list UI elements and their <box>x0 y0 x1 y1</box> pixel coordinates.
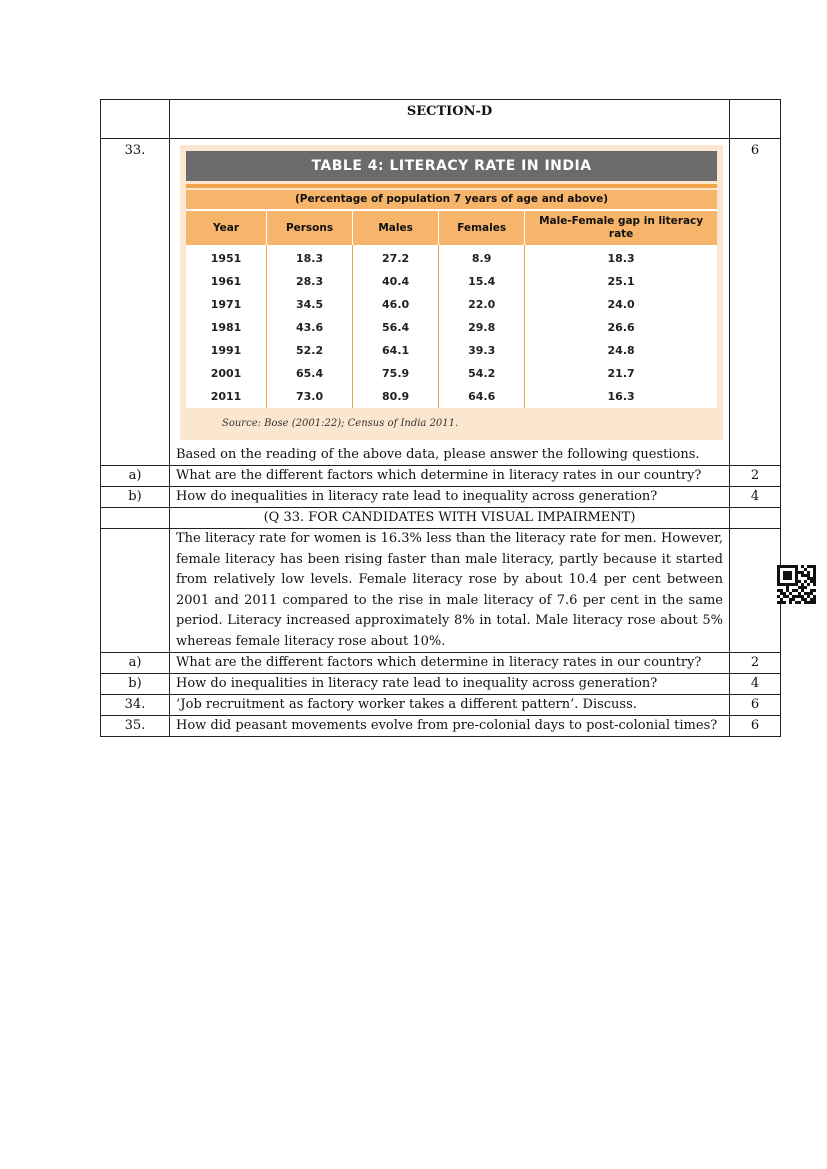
sub-question-text: What are the different factors which determine in literacy rates in our country? <box>170 653 730 674</box>
table-cell: 65.4 <box>267 362 353 385</box>
table-cell: 64.1 <box>353 339 439 362</box>
col-header: Females <box>439 210 525 245</box>
table-cell: 26.6 <box>525 316 717 339</box>
table-cell: 39.3 <box>439 339 525 362</box>
literacy-rate-table <box>186 209 717 408</box>
figure-subtitle: (Percentage of population 7 years of age and above) <box>186 190 717 209</box>
table-row <box>186 293 717 316</box>
question-number: 33. <box>101 139 170 466</box>
sub-question-label: a) <box>101 466 170 487</box>
table-row <box>186 245 717 270</box>
table-cell: 1961 <box>186 270 267 293</box>
visual-impairment-b-row <box>101 674 781 695</box>
table-cell: 21.7 <box>525 362 717 385</box>
sub-question-label: a) <box>101 653 170 674</box>
figure-source: Source: Bose (2001:22); Census of India 2011. <box>222 418 459 429</box>
question-35-row <box>101 716 781 737</box>
literacy-table-body <box>186 245 717 408</box>
table-cell: 80.9 <box>353 385 439 408</box>
table-cell: 24.8 <box>525 339 717 362</box>
question-33a-row <box>101 466 781 487</box>
sub-question-text: How do inequalities in literacy rate lead to inequality across generation? <box>170 674 730 695</box>
table-cell: 34.5 <box>267 293 353 316</box>
question-34-row <box>101 695 781 716</box>
table-cell: 1981 <box>186 316 267 339</box>
question-text: How did peasant movements evolve from pre-colonial days to post-colonial times? <box>170 716 730 737</box>
table-cell: 22.0 <box>439 293 525 316</box>
table-cell: 2001 <box>186 362 267 385</box>
table-cell: 25.1 <box>525 270 717 293</box>
table-row <box>186 362 717 385</box>
col-header: Year <box>186 210 267 245</box>
figure-title: TABLE 4: LITERACY RATE IN INDIA <box>186 151 717 181</box>
table-cell: 46.0 <box>353 293 439 316</box>
table-cell: 27.2 <box>353 245 439 270</box>
sub-question-text: What are the different factors which determine in literacy rates in our country? <box>170 466 730 487</box>
table-cell: 16.3 <box>525 385 717 408</box>
table-cell: 24.0 <box>525 293 717 316</box>
table-cell: 73.0 <box>267 385 353 408</box>
marks: 6 <box>730 716 781 737</box>
table-cell: 64.6 <box>439 385 525 408</box>
table-cell: 18.3 <box>267 245 353 270</box>
table-cell: 29.8 <box>439 316 525 339</box>
question-33b-row <box>101 487 781 508</box>
visual-impairment-heading-row <box>101 508 781 529</box>
visual-impairment-a-row <box>101 653 781 674</box>
question-number: 34. <box>101 695 170 716</box>
question-text: ‘Job recruitment as factory worker takes a different pattern’. Discuss. <box>170 695 730 716</box>
visual-impairment-passage-row <box>101 529 781 653</box>
table-row <box>186 316 717 339</box>
table-cell: 1971 <box>186 293 267 316</box>
table-cell: 52.2 <box>267 339 353 362</box>
table-cell: 54.2 <box>439 362 525 385</box>
marks: 2 <box>730 466 781 487</box>
question-paper-table <box>100 99 781 737</box>
col-header: Persons <box>267 210 353 245</box>
table-row <box>186 339 717 362</box>
table-cell: 1951 <box>186 245 267 270</box>
qr-code-icon <box>777 565 816 604</box>
marks: 2 <box>730 653 781 674</box>
table-cell: 75.9 <box>353 362 439 385</box>
question-33-row <box>101 139 781 466</box>
sub-question-label: b) <box>101 674 170 695</box>
sub-question-text: How do inequalities in literacy rate lead to inequality across generation? <box>170 487 730 508</box>
table-row <box>186 385 717 408</box>
table-row <box>186 270 717 293</box>
table-cell: 8.9 <box>439 245 525 270</box>
table-cell: 18.3 <box>525 245 717 270</box>
col-header: Males <box>353 210 439 245</box>
col-header: Male-Female gap in literacy rate <box>525 210 717 245</box>
question-number: 35. <box>101 716 170 737</box>
marks: 4 <box>730 487 781 508</box>
table-cell: 2011 <box>186 385 267 408</box>
table-cell: 56.4 <box>353 316 439 339</box>
table-cell: 40.4 <box>353 270 439 293</box>
instruction-text: Based on the reading of the above data, please answer the following questions. <box>176 447 700 462</box>
table-cell: 28.3 <box>267 270 353 293</box>
table-cell: 43.6 <box>267 316 353 339</box>
marks: 6 <box>730 695 781 716</box>
table-cell: 1991 <box>186 339 267 362</box>
section-title: SECTION-D <box>170 100 730 139</box>
marks: 4 <box>730 674 781 695</box>
sub-question-label: b) <box>101 487 170 508</box>
marks: 6 <box>730 139 781 466</box>
table-cell: 15.4 <box>439 270 525 293</box>
literacy-table-figure <box>180 145 723 440</box>
section-row <box>101 100 781 139</box>
visual-impairment-heading: (Q 33. FOR CANDIDATES WITH VISUAL IMPAIRMENT) <box>170 508 730 529</box>
passage-text: The literacy rate for women is 16.3% less than the literacy rate for men. However, female literacy has been rising faster than male literacy, partly because it started from relatively low levels. Female literacy rose by about 10.4 per cent between 2001 and 2011 compared to the rise in male literacy of 7.6 per cent in the same period. Literacy increased approximately 8% in total. Male literacy rose about 5% whereas female literacy rose about 10%. <box>170 529 730 653</box>
